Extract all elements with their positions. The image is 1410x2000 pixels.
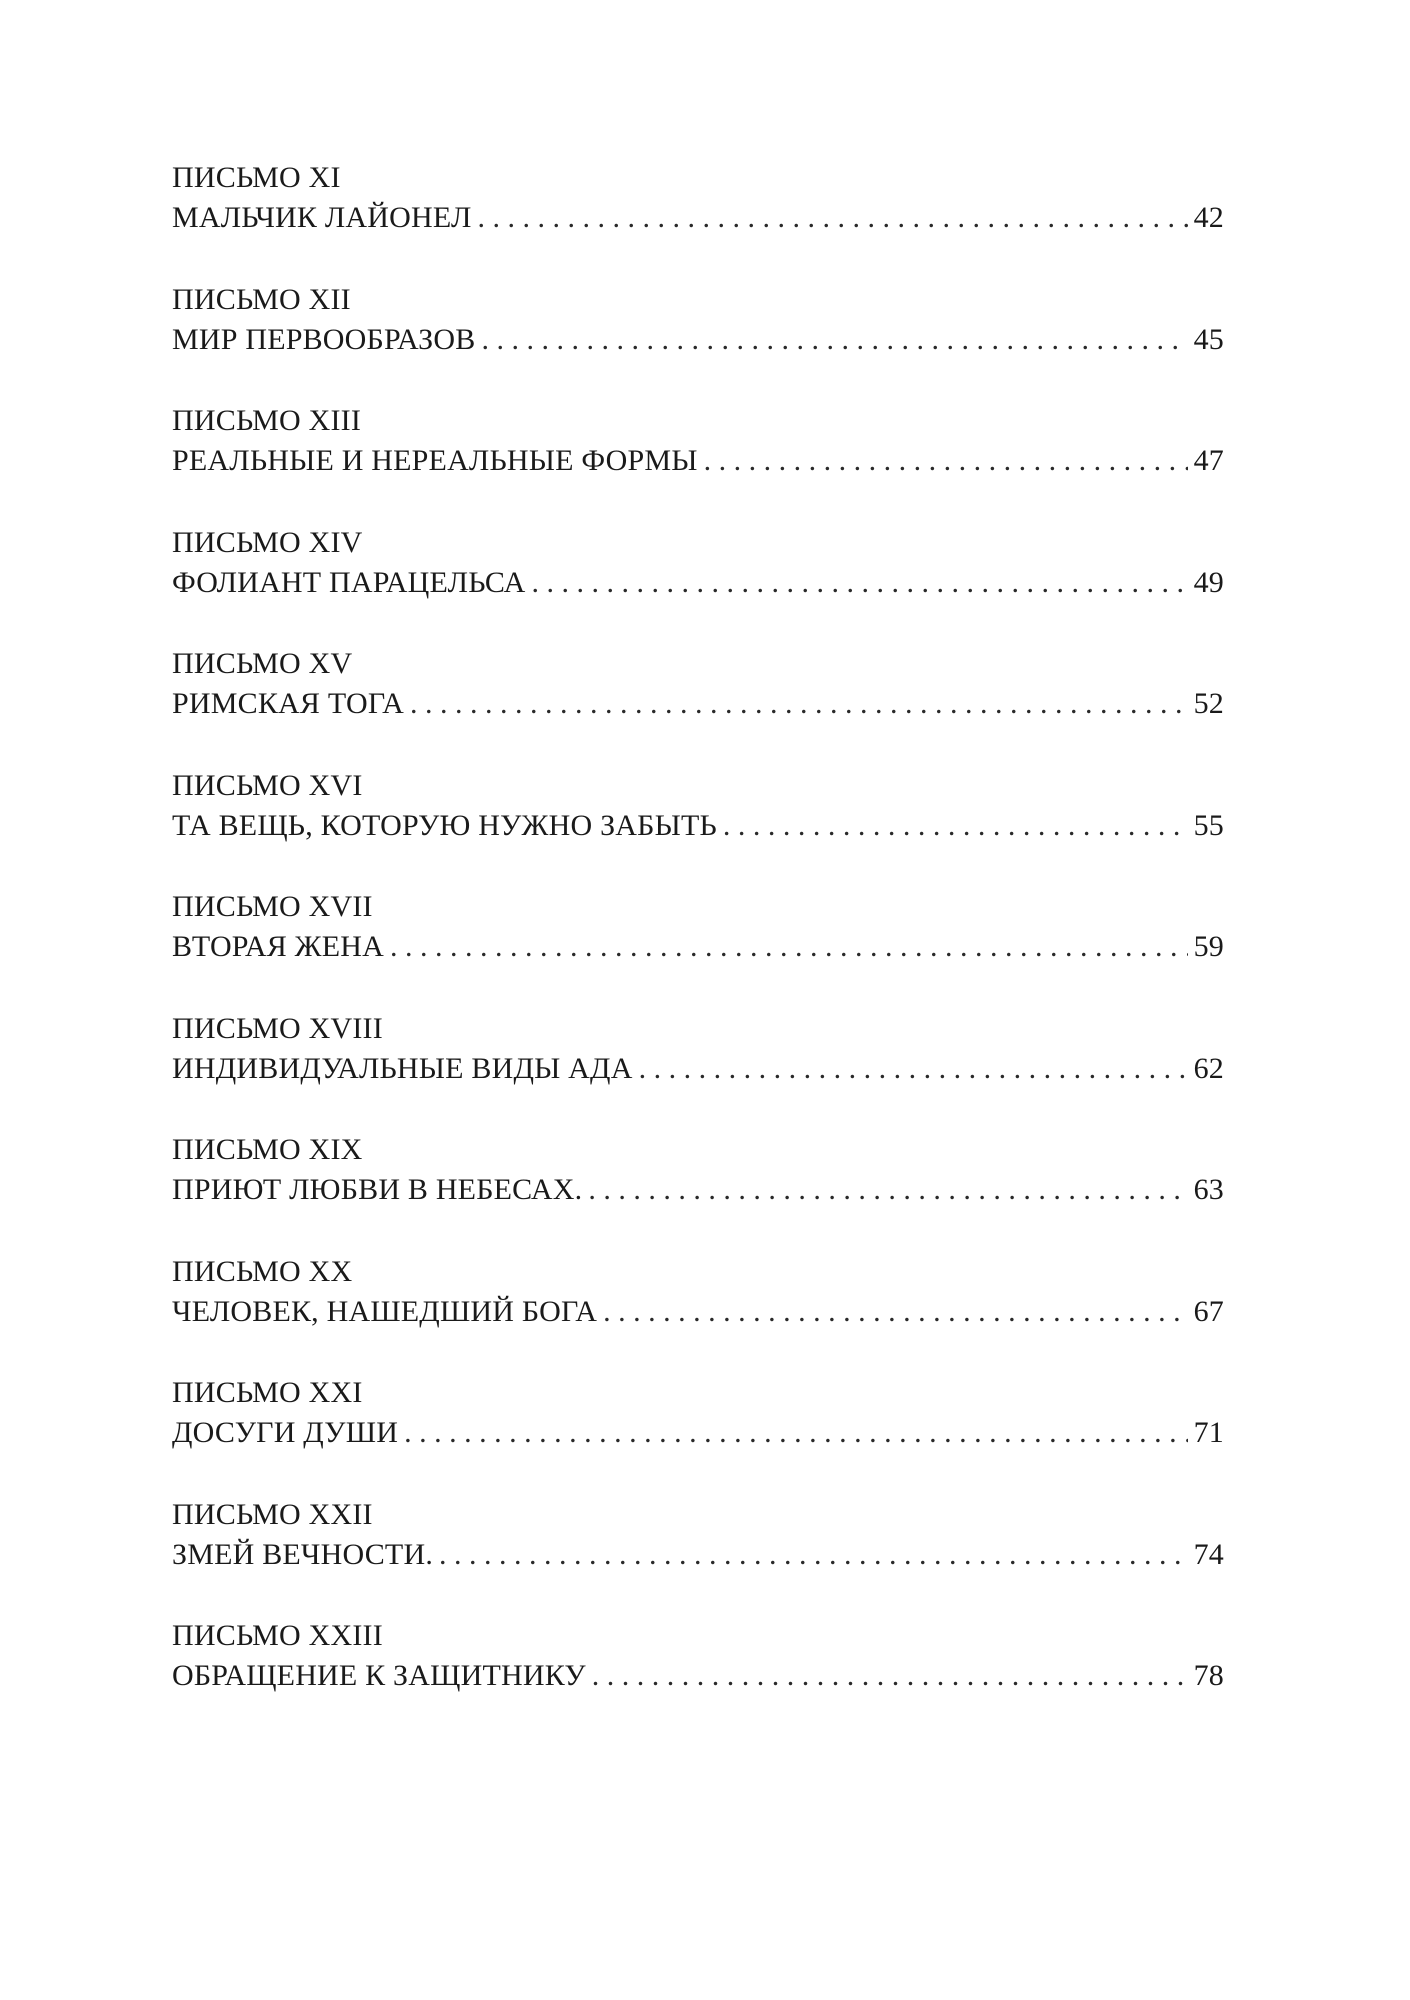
toc-entry bbox=[172, 1009, 1224, 1131]
toc-line bbox=[172, 684, 1224, 724]
toc-entry bbox=[172, 1616, 1224, 1738]
toc-title: РИМСКАЯ ТОГА bbox=[172, 687, 404, 720]
toc-letter-number: ПИСЬМО XIX bbox=[172, 1133, 363, 1166]
dot-leader bbox=[592, 1656, 1188, 1696]
toc-page-number: 59 bbox=[1193, 930, 1224, 963]
toc-entry bbox=[172, 401, 1224, 523]
toc-page-number: 52 bbox=[1193, 687, 1224, 720]
toc-letter-number: ПИСЬМО XVIII bbox=[172, 1011, 383, 1045]
toc-line bbox=[172, 927, 1224, 967]
toc-title: ФОЛИАНТ ПАРАЦЕЛЬСА bbox=[172, 565, 526, 599]
dot-leader bbox=[481, 320, 1187, 360]
toc-letter-number: ПИСЬМО XXII bbox=[172, 1497, 373, 1531]
toc-title: ТА ВЕЩЬ, КОТОРУЮ НУЖНО ЗАБЫТЬ bbox=[172, 808, 717, 842]
dot-leader bbox=[478, 198, 1188, 238]
table-of-contents bbox=[172, 158, 1224, 1738]
toc-line bbox=[172, 441, 1224, 481]
toc-entry bbox=[172, 766, 1224, 888]
toc-page-number: 47 bbox=[1193, 444, 1224, 477]
toc-page-number: 71 bbox=[1193, 1416, 1224, 1449]
toc-line bbox=[172, 198, 1224, 238]
toc-title: ИНДИВИДУАЛЬНЫЕ ВИДЫ АДА bbox=[172, 1051, 633, 1085]
toc-letter-number: ПИСЬМО XXI bbox=[172, 1376, 363, 1409]
toc-line bbox=[172, 1413, 1224, 1453]
toc-line bbox=[172, 1049, 1224, 1089]
dot-leader bbox=[588, 1170, 1187, 1210]
toc-entry bbox=[172, 644, 1224, 766]
toc-page-number: 74 bbox=[1193, 1537, 1224, 1571]
toc-letter-number: ПИСЬМО XVII bbox=[172, 890, 373, 923]
toc-line bbox=[172, 1535, 1224, 1575]
toc-page-number: 45 bbox=[1193, 322, 1224, 356]
dot-leader bbox=[723, 806, 1188, 846]
toc-letter-number: ПИСЬМО XIII bbox=[172, 404, 362, 437]
toc-page-number: 63 bbox=[1193, 1173, 1224, 1206]
toc-title: МАЛЬЧИК ЛАЙОНЕЛ bbox=[172, 201, 472, 234]
dot-leader bbox=[439, 1535, 1188, 1575]
toc-page-number: 62 bbox=[1193, 1051, 1224, 1085]
dot-leader bbox=[531, 563, 1187, 603]
toc-letter-number: ПИСЬМО XVI bbox=[172, 768, 363, 802]
dot-leader bbox=[410, 684, 1188, 724]
toc-letter-number: ПИСЬМО XXIII bbox=[172, 1619, 383, 1652]
toc-title: ЗМЕЙ ВЕЧНОСТИ. bbox=[172, 1537, 434, 1571]
toc-page-number: 67 bbox=[1193, 1294, 1224, 1328]
toc-line bbox=[172, 320, 1224, 360]
toc-entry bbox=[172, 280, 1224, 402]
toc-title: ВТОРАЯ ЖЕНА bbox=[172, 930, 384, 963]
toc-title: ОБРАЩЕНИЕ К ЗАЩИТНИКУ bbox=[172, 1659, 586, 1692]
toc-title: ДОСУГИ ДУШИ bbox=[172, 1416, 399, 1449]
dot-leader bbox=[704, 441, 1188, 481]
toc-letter-number: ПИСЬМО XII bbox=[172, 282, 351, 316]
toc-line bbox=[172, 806, 1224, 846]
toc-line bbox=[172, 1656, 1224, 1696]
toc-line bbox=[172, 1170, 1224, 1210]
toc-letter-number: ПИСЬМО XX bbox=[172, 1254, 353, 1288]
toc-line bbox=[172, 563, 1224, 603]
toc-title: ЧЕЛОВЕК, НАШЕДШИЙ БОГА bbox=[172, 1294, 598, 1328]
toc-title: ПРИЮТ ЛЮБВИ В НЕБЕСАХ. bbox=[172, 1173, 583, 1206]
toc-letter-number: ПИСЬМО XIV bbox=[172, 525, 363, 559]
dot-leader bbox=[639, 1049, 1188, 1089]
dot-leader bbox=[404, 1413, 1188, 1453]
toc-letter-number: ПИСЬМО XI bbox=[172, 161, 341, 194]
toc-entry bbox=[172, 523, 1224, 645]
toc-page-number: 49 bbox=[1193, 565, 1224, 599]
dot-leader bbox=[390, 927, 1188, 967]
toc-page-number: 55 bbox=[1193, 808, 1224, 842]
toc-entry bbox=[172, 887, 1224, 1009]
toc-page-number: 78 bbox=[1193, 1659, 1224, 1692]
toc-letter-number: ПИСЬМО XV bbox=[172, 647, 353, 680]
toc-entry bbox=[172, 1495, 1224, 1617]
toc-title: МИР ПЕРВООБРАЗОВ bbox=[172, 322, 476, 356]
toc-line bbox=[172, 1292, 1224, 1332]
toc-title: РЕАЛЬНЫЕ И НЕРЕАЛЬНЫЕ ФОРМЫ bbox=[172, 444, 698, 477]
toc-entry bbox=[172, 1252, 1224, 1374]
toc-entry bbox=[172, 158, 1224, 280]
toc-entry bbox=[172, 1130, 1224, 1252]
toc-entry bbox=[172, 1373, 1224, 1495]
dot-leader bbox=[603, 1292, 1188, 1332]
toc-page-number: 42 bbox=[1193, 201, 1224, 234]
